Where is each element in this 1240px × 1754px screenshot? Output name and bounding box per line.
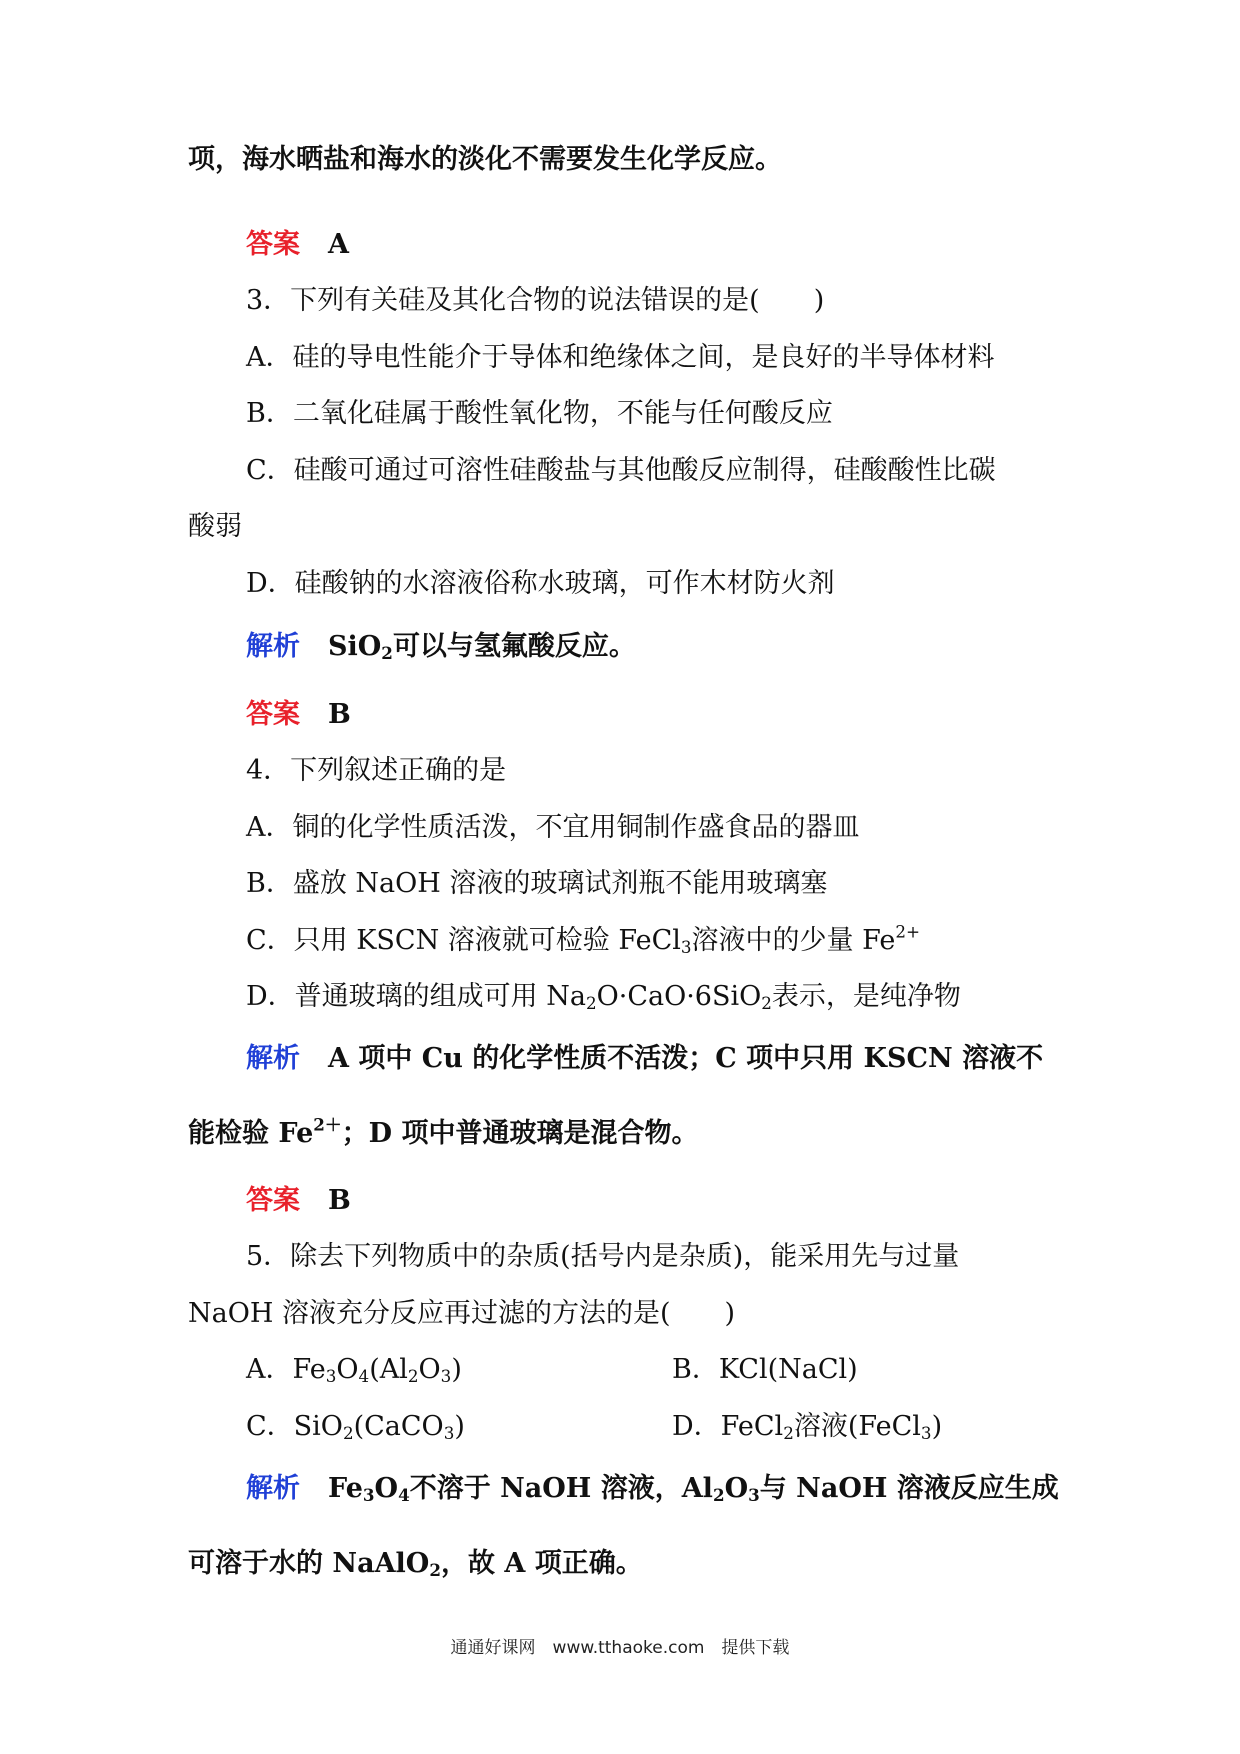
answer-value: B bbox=[328, 699, 351, 730]
question-5-line-1 bbox=[246, 1239, 959, 1275]
option-4a bbox=[246, 810, 860, 846]
explanation-label: 解析 bbox=[246, 1043, 300, 1074]
option-3c-line-1 bbox=[246, 453, 996, 489]
option-3b bbox=[246, 396, 833, 432]
text: 酸弱 bbox=[188, 511, 242, 542]
text: 表示，是纯净物 bbox=[771, 981, 961, 1012]
explanation-5-line-2: 可溶于水的 NaAlO$_2$，故 A 项正确。 bbox=[188, 1548, 643, 1581]
option-4c bbox=[246, 923, 920, 959]
explanation-4-line-1 bbox=[246, 1041, 1043, 1077]
text: 可以与氢氟酸反应。 bbox=[392, 631, 636, 662]
question-4 bbox=[246, 753, 506, 789]
superscript: 2+ bbox=[895, 921, 921, 942]
answer-4 bbox=[246, 1183, 351, 1219]
text: ；D 项中普通玻璃是混合物。 bbox=[341, 1118, 699, 1149]
explanation-3 bbox=[246, 629, 636, 665]
explanation-label: 解析 bbox=[246, 631, 300, 662]
answer-1 bbox=[246, 227, 349, 263]
explanation-label: 解析 bbox=[246, 1473, 300, 1504]
text: A．铜的化学性质活泼，不宜用铜制作盛食品的器皿 bbox=[246, 812, 860, 843]
option-5a: A．$Fe_3O_4(Al_2O_3)$ bbox=[246, 1354, 462, 1387]
text: 5．除去下列物质中的杂质(括号内是杂质)，能采用先与过量 bbox=[246, 1241, 960, 1272]
text: A．硅的导电性能介于导体和绝缘体之间，是良好的半导体材料 bbox=[246, 342, 995, 373]
text: O·CaO·6SiO bbox=[596, 981, 762, 1012]
answer-3 bbox=[246, 697, 351, 733]
text: D．普通玻璃的组成可用 Na bbox=[246, 981, 586, 1012]
answer-value: A bbox=[328, 229, 349, 260]
text: 4．下列叙述正确的是 bbox=[246, 755, 507, 786]
question-5-line-2 bbox=[188, 1296, 735, 1332]
options-5-row-2 bbox=[246, 1409, 1046, 1445]
option-5d: D．FeCl$_2$溶液(FeCl$_3$) bbox=[672, 1411, 943, 1444]
subscript: 2 bbox=[585, 993, 597, 1014]
option-5c: C．SiO$_2$(CaCO$_3$) bbox=[246, 1411, 465, 1444]
text: C．硅酸可通过可溶性硅酸盐与其他酸反应制得，硅酸酸性比碳 bbox=[246, 455, 996, 486]
superscript: 2＋ bbox=[313, 1114, 342, 1135]
text: A 项中 Cu 的化学性质不活泼；C 项中只用 KSCN 溶液不 bbox=[328, 1043, 1044, 1074]
explanation-4-line-2 bbox=[188, 1116, 699, 1152]
question-3 bbox=[246, 283, 824, 319]
text: 溶液中的少量 Fe bbox=[691, 925, 896, 956]
text-line-1 bbox=[188, 142, 782, 178]
option-3c-line-2 bbox=[188, 509, 242, 545]
page-footer: 通通好课网 www.tthaoke.com 提供下载 bbox=[450, 1638, 790, 1658]
answer-label: 答案 bbox=[246, 229, 300, 260]
explanation-5-line-1: 解析 $Fe_3O_4$不溶于 NaOH 溶液，$Al_2O_3$与 NaOH 溶液反应生成 bbox=[246, 1473, 1059, 1506]
option-3d bbox=[246, 566, 835, 602]
text: 项，海水晒盐和海水的淡化不需要发生化学反应。 bbox=[188, 144, 782, 175]
answer-label: 答案 bbox=[246, 1185, 300, 1216]
subscript: 2 bbox=[381, 643, 393, 664]
subscript: 3 bbox=[680, 937, 692, 958]
options-5-row-1 bbox=[246, 1352, 1046, 1388]
text: 3．下列有关硅及其化合物的说法错误的是( ) bbox=[246, 285, 825, 316]
option-4d bbox=[246, 979, 961, 1015]
text: C．只用 KSCN 溶液就可检验 FeCl bbox=[246, 925, 681, 956]
text: 能检验 Fe bbox=[188, 1118, 314, 1149]
answer-value: B bbox=[328, 1185, 351, 1216]
text: NaOH 溶液充分反应再过滤的方法的是( ) bbox=[188, 1298, 736, 1329]
answer-label: 答案 bbox=[246, 699, 300, 730]
option-3a bbox=[246, 340, 995, 376]
option-4b bbox=[246, 866, 827, 902]
text: D．硅酸钠的水溶液俗称水玻璃，可作木材防火剂 bbox=[246, 568, 835, 599]
text: B．盛放 NaOH 溶液的玻璃试剂瓶不能用玻璃塞 bbox=[246, 868, 828, 899]
text: SiO bbox=[328, 631, 382, 662]
subscript: 2 bbox=[761, 993, 772, 1014]
option-5b: B．KCl(NaCl) bbox=[672, 1354, 858, 1385]
text: B．二氧化硅属于酸性氧化物，不能与任何酸反应 bbox=[246, 398, 833, 429]
